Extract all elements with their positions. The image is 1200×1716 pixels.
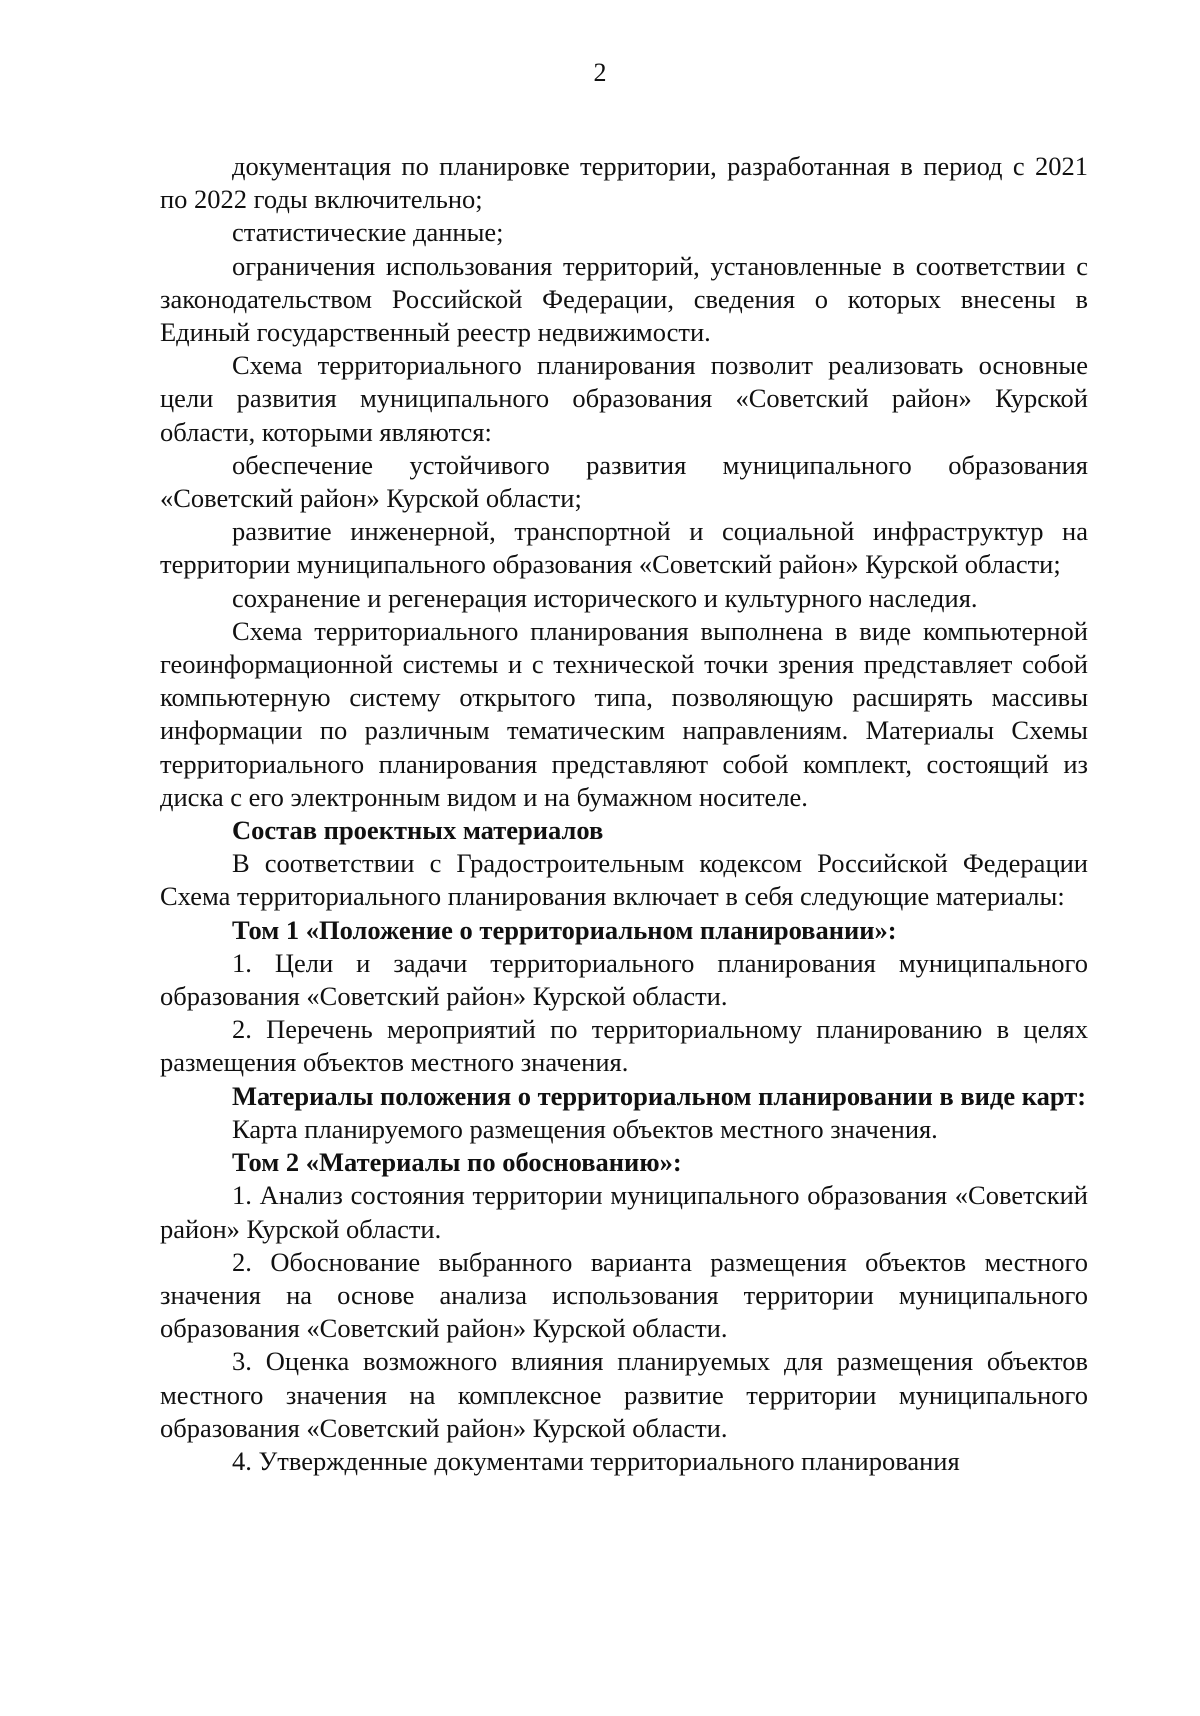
list-item-volume-1-measures: 2. Перечень мероприятий по территориальному планированию в целях размещения объектов местного значения. <box>160 1014 1088 1078</box>
paragraph-infrastructure-development: развитие инженерной, транспортной и социальной инфраструктур на территории муниципального образования «Советский район» Курской области; <box>160 516 1088 580</box>
heading-volume-1: Том 1 «Положение о территориальном планировании»: <box>232 914 897 945</box>
paragraph-materials-intro: В соответствии с Градостроительным кодексом Российской Федерации Схема территориального планирования включает в себя следующие материалы: <box>160 848 1088 912</box>
list-item-volume-2-approved-documents: 4. Утвержденные документами территориального планирования <box>232 1445 960 1476</box>
paragraph-planning-documentation: документация по планировке территории, разработанная в период с 2021 по 2022 годы включительно; <box>160 151 1088 215</box>
section-heading-project-materials: Состав проектных материалов <box>232 815 604 846</box>
list-item-volume-2-analysis: 1. Анализ состояния территории муниципального образования «Советский район» Курской области. <box>160 1180 1088 1244</box>
paragraph-sustainable-development: обеспечение устойчивого развития муниципального образования «Советский район» Курской области; <box>160 449 1088 514</box>
list-item-volume-1-goals: 1. Цели и задачи территориального планирования муниципального образования «Советский район» Курской области. <box>160 947 1088 1012</box>
paragraph-heritage-preservation: сохранение и регенерация исторического и культурного наследия. <box>232 582 978 613</box>
heading-volume-2: Том 2 «Материалы по обоснованию»: <box>232 1147 682 1178</box>
paragraph-statistical-data: статистические данные; <box>232 217 504 248</box>
list-item-volume-2-justification: 2. Обоснование выбранного варианта размещения объектов местного значения на основе анализа использования территории муниципального образования «Советский район» Курской области. <box>160 1246 1088 1344</box>
paragraph-placement-map: Карта планируемого размещения объектов местного значения. <box>232 1113 938 1144</box>
document-body <box>160 150 1088 1478</box>
paragraph-development-goals-intro: Схема территориального планирования позволит реализовать основные цели развития муниципального образования «Советский район» Курской области, которыми являются: <box>160 350 1088 447</box>
page-number: 2 <box>593 58 607 87</box>
paragraph-territory-restrictions: ограничения использования территорий, установленные в соответствии с законодательством Российской Федерации, сведения о которых внесены в Единый государственный реестр недвижимости. <box>160 250 1088 348</box>
heading-map-materials: Материалы положения о территориальном планировании в виде карт: <box>232 1080 1087 1111</box>
paragraph-gis-description: Схема территориального планирования выполнена в виде компьютерной геоинформационной системы и с технической точки зрения представляет собой компьютерную систему открытого типа, позволяющую расширять массивы информации по различным тематическим направлениям. Материалы Схемы территориального планирования представляют собой комплект, состоящий из диска с его электронным видом и на бумажном носителе. <box>160 615 1088 812</box>
list-item-volume-2-impact-assessment: 3. Оценка возможного влияния планируемых для размещения объектов местного значения на комплексное развитие территории муниципального образования «Советский район» Курской области. <box>160 1346 1088 1443</box>
